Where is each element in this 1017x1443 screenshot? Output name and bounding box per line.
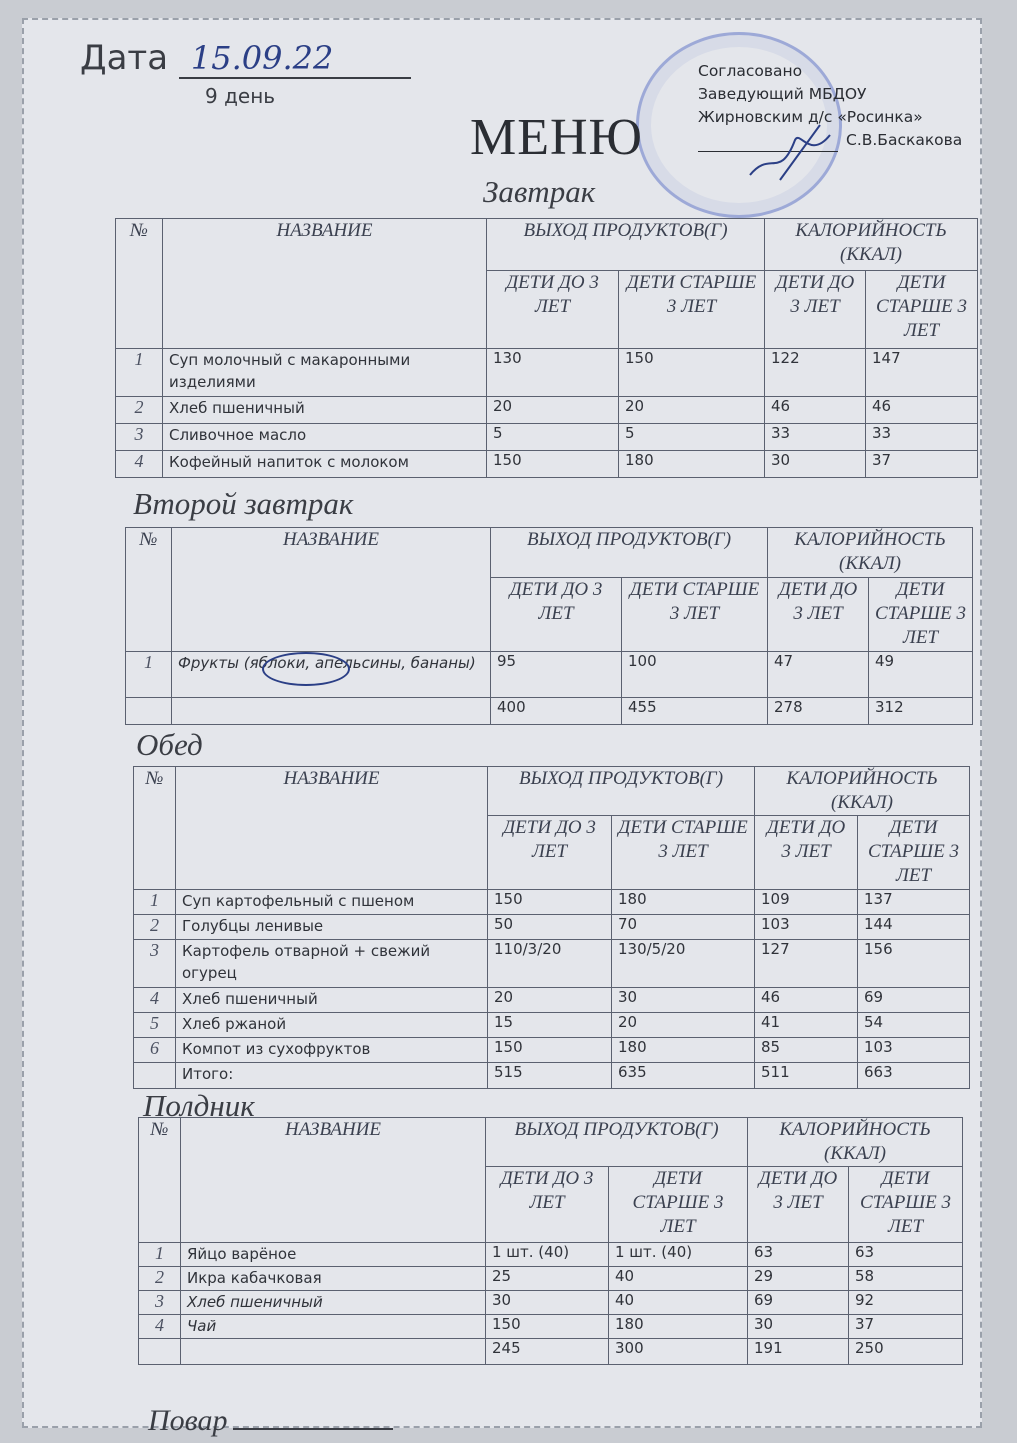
row-name: Хлеб пшеничный [163,397,487,424]
table-row [134,1013,970,1038]
yield-under3: 15 [488,1013,612,1038]
row-num: 5 [134,1013,176,1038]
cal-under3: 122 [765,349,866,397]
head-signature [740,120,840,190]
yield-under3: 150 [488,890,612,915]
col-num: № [134,767,176,890]
row-name: Яйцо варёное [181,1243,486,1267]
approval-line-3: Жирновским д/с «Росинка» [698,108,923,126]
col-calories: КАЛОРИЙНОСТЬ (ККАЛ) [748,1118,963,1167]
col-yield: ВЫХОД ПРОДУКТОВ(Г) [486,1118,748,1167]
yield-over3: 100 [622,652,768,698]
table-row [116,424,978,451]
col-num: № [116,219,163,349]
cal-over3: 250 [849,1339,963,1365]
cal-over3: 144 [858,915,970,940]
cal-over3: 69 [858,988,970,1013]
yield-over3: 150 [619,349,765,397]
table-row [116,397,978,424]
yield-over3: 20 [619,397,765,424]
row-name: Хлеб пшеничный [181,1291,486,1315]
cal-under3: 47 [768,652,869,698]
cal-under3: 127 [755,940,858,988]
table-row [134,1038,970,1063]
yield-under3: 1 шт. (40) [486,1243,609,1267]
approval-line-1: Согласовано [698,62,803,80]
row-name: Хлеб ржаной [176,1013,488,1038]
row-num: 4 [116,451,163,478]
yield-under3: 150 [486,1315,609,1339]
col-cal-over3: ДЕТИ СТАРШЕ 3 ЛЕТ [858,816,970,890]
yield-under3: 25 [486,1267,609,1291]
col-cal-over3: ДЕТИ СТАРШЕ 3 ЛЕТ [869,578,973,652]
date-label: Дата [80,38,169,78]
row-num [126,698,172,725]
table-row [139,1243,963,1267]
row-name: Голубцы ленивые [176,915,488,940]
row-name: Фрукты (яблоки, апельсины, бананы) [172,652,491,698]
yield-under3: 20 [487,397,619,424]
cal-under3: 46 [765,397,866,424]
col-yield-under3: ДЕТИ ДО 3 ЛЕТ [486,1167,609,1243]
yield-under3: 50 [488,915,612,940]
section-title-breakfast: Завтрак [483,174,596,209]
cal-under3: 278 [768,698,869,725]
col-yield-under3: ДЕТИ ДО 3 ЛЕТ [487,271,619,349]
col-name: НАЗВАНИЕ [163,219,487,349]
row-num: 3 [139,1291,181,1315]
row-num: 6 [134,1038,176,1063]
table-row [134,988,970,1013]
cal-over3: 63 [849,1243,963,1267]
cal-under3: 511 [755,1063,858,1089]
col-calories: КАЛОРИЙНОСТЬ (ККАЛ) [768,528,973,578]
yield-over3: 300 [609,1339,748,1365]
day-number: 9 день [205,84,276,108]
table-row [116,451,978,478]
yield-under3: 150 [488,1038,612,1063]
yield-over3: 455 [622,698,768,725]
table-row [134,890,970,915]
row-num: 1 [139,1243,181,1267]
cal-under3: 46 [755,988,858,1013]
yield-over3: 40 [609,1267,748,1291]
yield-over3: 40 [609,1291,748,1315]
col-name: НАЗВАНИЕ [181,1118,486,1243]
row-name [181,1339,486,1365]
col-yield-under3: ДЕТИ ДО 3 ЛЕТ [488,816,612,890]
col-calories: КАЛОРИЙНОСТЬ (ККАЛ) [765,219,978,271]
row-num: 3 [116,424,163,451]
yield-under3: 20 [488,988,612,1013]
table-row [134,940,970,988]
col-name: НАЗВАНИЕ [176,767,488,890]
yield-under3: 400 [491,698,622,725]
col-cal-over3: ДЕТИ СТАРШЕ 3 ЛЕТ [866,271,978,349]
col-yield-under3: ДЕТИ ДО 3 ЛЕТ [491,578,622,652]
col-num: № [126,528,172,652]
col-calories: КАЛОРИЙНОСТЬ (ККАЛ) [755,767,970,816]
col-cal-under3: ДЕТИ ДО 3 ЛЕТ [748,1167,849,1243]
row-num: 1 [126,652,172,698]
row-name: Суп молочный с макаронными изделиями [163,349,487,397]
cal-over3: 37 [866,451,978,478]
total-row [139,1339,963,1365]
approval-line-2: Заведующий МБДОУ [698,85,867,103]
yield-over3: 1 шт. (40) [609,1243,748,1267]
yield-over3: 20 [612,1013,755,1038]
cal-under3: 63 [748,1243,849,1267]
row-num [134,1063,176,1089]
row-num: 2 [116,397,163,424]
row-name [172,698,491,725]
yield-over3: 180 [609,1315,748,1339]
col-cal-under3: ДЕТИ ДО 3 ЛЕТ [755,816,858,890]
yield-under3: 515 [488,1063,612,1089]
cal-under3: 109 [755,890,858,915]
yield-over3: 180 [612,1038,755,1063]
col-name: НАЗВАНИЕ [172,528,491,652]
row-num: 2 [139,1267,181,1291]
col-yield-over3: ДЕТИ СТАРШЕ 3 ЛЕТ [619,271,765,349]
section-title-second-breakfast: Второй завтрак [133,486,354,521]
row-num: 4 [139,1315,181,1339]
yield-over3: 130/5/20 [612,940,755,988]
table-row [126,698,973,725]
yield-over3: 180 [619,451,765,478]
yield-under3: 30 [486,1291,609,1315]
cal-over3: 312 [869,698,973,725]
cal-under3: 29 [748,1267,849,1291]
yield-over3: 30 [612,988,755,1013]
cal-under3: 30 [765,451,866,478]
col-yield-over3: ДЕТИ СТАРШЕ 3 ЛЕТ [609,1167,748,1243]
row-num [139,1339,181,1365]
signature-line [233,1428,393,1430]
cal-under3: 41 [755,1013,858,1038]
row-name: Икра кабачковая [181,1267,486,1291]
row-num: 1 [116,349,163,397]
total-label: Итого: [176,1063,488,1089]
yield-under3: 5 [487,424,619,451]
table-row [139,1291,963,1315]
snack-table [138,1117,963,1365]
cal-over3: 33 [866,424,978,451]
cal-under3: 191 [748,1339,849,1365]
cal-under3: 85 [755,1038,858,1063]
col-yield-over3: ДЕТИ СТАРШЕ 3 ЛЕТ [622,578,768,652]
yield-under3: 95 [491,652,622,698]
total-row [134,1063,970,1089]
cal-over3: 103 [858,1038,970,1063]
cal-over3: 54 [858,1013,970,1038]
cal-over3: 92 [849,1291,963,1315]
cal-under3: 103 [755,915,858,940]
cal-over3: 58 [849,1267,963,1291]
row-num: 2 [134,915,176,940]
cal-over3: 37 [849,1315,963,1339]
yield-over3: 5 [619,424,765,451]
cook-label: Повар [148,1404,228,1437]
yield-over3: 635 [612,1063,755,1089]
date-line [80,38,411,79]
col-yield: ВЫХОД ПРОДУКТОВ(Г) [487,219,765,271]
yield-under3: 110/3/20 [488,940,612,988]
cook-signature-line [148,1404,393,1438]
row-name: Компот из сухофруктов [176,1038,488,1063]
col-num: № [139,1118,181,1243]
section-title-lunch: Обед [136,727,203,762]
date-value: 15.09.22 [179,39,411,79]
approver-name: С.В.Баскакова [846,131,963,149]
cal-over3: 147 [866,349,978,397]
table-row [139,1267,963,1291]
row-num: 4 [134,988,176,1013]
row-name: Суп картофельный с пшеном [176,890,488,915]
cal-over3: 46 [866,397,978,424]
cal-over3: 156 [858,940,970,988]
yield-under3: 130 [487,349,619,397]
table-row [126,652,973,698]
cal-under3: 69 [748,1291,849,1315]
table-row [116,349,978,397]
col-cal-under3: ДЕТИ ДО 3 ЛЕТ [765,271,866,349]
row-num: 3 [134,940,176,988]
col-cal-over3: ДЕТИ СТАРШЕ 3 ЛЕТ [849,1167,963,1243]
row-name: Чай [181,1315,486,1339]
yield-under3: 245 [486,1339,609,1365]
row-num: 1 [134,890,176,915]
yield-over3: 70 [612,915,755,940]
yield-over3: 180 [612,890,755,915]
table-row [139,1315,963,1339]
lunch-table [133,766,970,1089]
cal-under3: 33 [765,424,866,451]
row-name: Кофейный напиток с молоком [163,451,487,478]
col-yield-over3: ДЕТИ СТАРШЕ 3 ЛЕТ [612,816,755,890]
page-title: МЕНЮ [470,109,643,166]
handwritten-circle-mark [262,652,350,686]
row-name: Картофель отварной + свежий огурец [176,940,488,988]
col-cal-under3: ДЕТИ ДО 3 ЛЕТ [768,578,869,652]
second-breakfast-table [125,527,973,725]
yield-under3: 150 [487,451,619,478]
table-row [134,915,970,940]
cal-over3: 137 [858,890,970,915]
row-name: Сливочное масло [163,424,487,451]
col-yield: ВЫХОД ПРОДУКТОВ(Г) [488,767,755,816]
row-name: Хлеб пшеничный [176,988,488,1013]
col-yield: ВЫХОД ПРОДУКТОВ(Г) [491,528,768,578]
cal-over3: 49 [869,652,973,698]
section-title-snack: Полдник [143,1088,255,1123]
cal-under3: 30 [748,1315,849,1339]
breakfast-table [115,218,978,478]
cal-over3: 663 [858,1063,970,1089]
